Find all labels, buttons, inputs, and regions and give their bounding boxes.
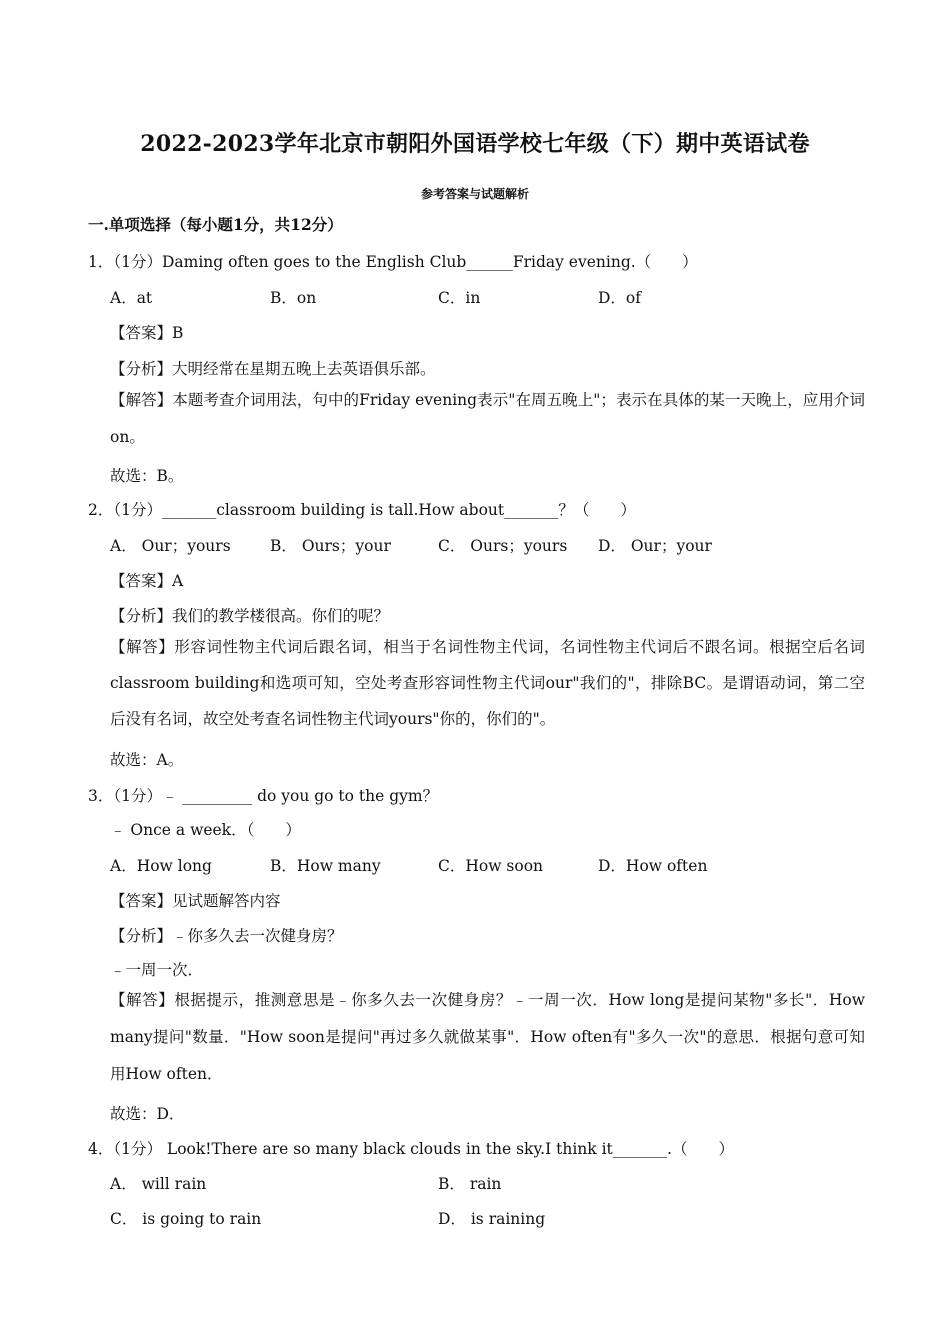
analysis-label: 【分析】 [110, 360, 173, 378]
solution-text: 本题考查介词用法，句中的Friday evening表示"在周五晚上"；表示在具体的某一天晚上，应用介词on。 [110, 391, 865, 446]
question-4-option-c: C． is going to rain [110, 1210, 262, 1228]
question-2-choice: 故选：A。 [110, 751, 184, 769]
question-2-analysis [110, 604, 389, 626]
question-3-option-c: C．How soon [438, 857, 544, 875]
question-1-option-c: C．in [438, 289, 481, 307]
question-3-analysis [110, 924, 343, 946]
question-3-choice: 故选：D． [110, 1105, 185, 1123]
question-1-option-b: B．on [270, 289, 317, 307]
question-4-option-b: B． rain [438, 1175, 502, 1193]
answer-label: 【答案】 [110, 572, 173, 590]
question-1-stem: 1．（1分）Daming often goes to the English Club______Friday evening.（ ） [88, 253, 698, 271]
answer-label: 【答案】 [110, 892, 173, 910]
solution-label: 【解答】 [110, 391, 173, 409]
solution-label: 【解答】 [110, 991, 175, 1009]
question-2-option-d: D． Our；your [598, 537, 712, 555]
question-2-option-b: B． Ours；your [270, 537, 391, 555]
answer-value: B [172, 324, 184, 342]
section-heading: 一.单项选择（每小题1分，共12分） [88, 215, 343, 234]
question-1-option-d: D．of [598, 289, 641, 307]
question-3-stem-reply: ﹣ Once a week．（ ） [110, 821, 301, 839]
answer-label: 【答案】 [110, 324, 173, 342]
question-4-stem: 4．（1分） Look!There are so many black clouds in the sky.I think it_______.（ ） [88, 1140, 734, 1158]
answer-value: 见试题解答内容 [172, 892, 281, 910]
solution-text: 形容词性物主代词后跟名词，相当于名词性物主代词，名词性物主代词后不跟名词。根据空后名词classroom building和选项可知，空处考查形容词性物主代词our"我们的"，排除BC。是谓语动词，第二空后没有名词，故空处考查名词性物主代词yours"你的，你们的"。 [110, 638, 865, 728]
solution-text: 根据提示，推测意思是﹣你多久去一次健身房？﹣一周一次．How long是提问某物"多长"．How many提问"数量．"How soon是提问"再过多久就做某事"．How often有"多久一次"的意思．根据句意可知用How often． [110, 991, 865, 1083]
analysis-label: 【分析】 [110, 607, 173, 625]
question-3-stem: 3．（1分）﹣ _________ do you go to the gym？ [88, 787, 439, 805]
question-1-option-a: A．at [110, 289, 153, 307]
analysis-text: 我们的教学楼很高。你们的呢？ [172, 607, 390, 625]
question-3-option-a: A．How long [110, 857, 212, 875]
question-2-option-a: A． Our；yours [110, 537, 231, 555]
question-1-choice: 故选：B。 [110, 467, 184, 485]
question-3-answer [110, 889, 281, 911]
question-4-option-d: D． is raining [438, 1210, 546, 1228]
question-4-option-a: A． will rain [110, 1175, 207, 1193]
analysis-text: 大明经常在星期五晚上去英语俱乐部。 [172, 360, 436, 378]
answer-value: A [172, 572, 184, 590]
question-2-stem: 2．（1分）_______classroom building is tall.How about_______？（ ） [88, 501, 636, 519]
page-title: 2022-2023学年北京市朝阳外国语学校七年级（下）期中英语试卷 [140, 131, 810, 157]
solution-label: 【解答】 [110, 638, 175, 656]
analysis-text: ﹣你多久去一次健身房？ [172, 927, 343, 945]
question-3-option-d: D．How often [598, 857, 708, 875]
question-3-option-b: B．How many [270, 857, 381, 875]
question-1-analysis [110, 357, 436, 379]
question-2-solution [110, 629, 865, 737]
question-2-option-c: C． Ours；yours [438, 537, 568, 555]
question-3-solution [110, 982, 865, 1093]
page-subtitle: 参考答案与试题解析 [420, 187, 529, 201]
question-2-answer [110, 569, 183, 591]
question-1-answer [110, 321, 183, 343]
analysis-label: 【分析】 [110, 927, 173, 945]
question-3-analysis-reply: ﹣一周一次． [110, 961, 204, 979]
question-1-solution [110, 382, 865, 456]
